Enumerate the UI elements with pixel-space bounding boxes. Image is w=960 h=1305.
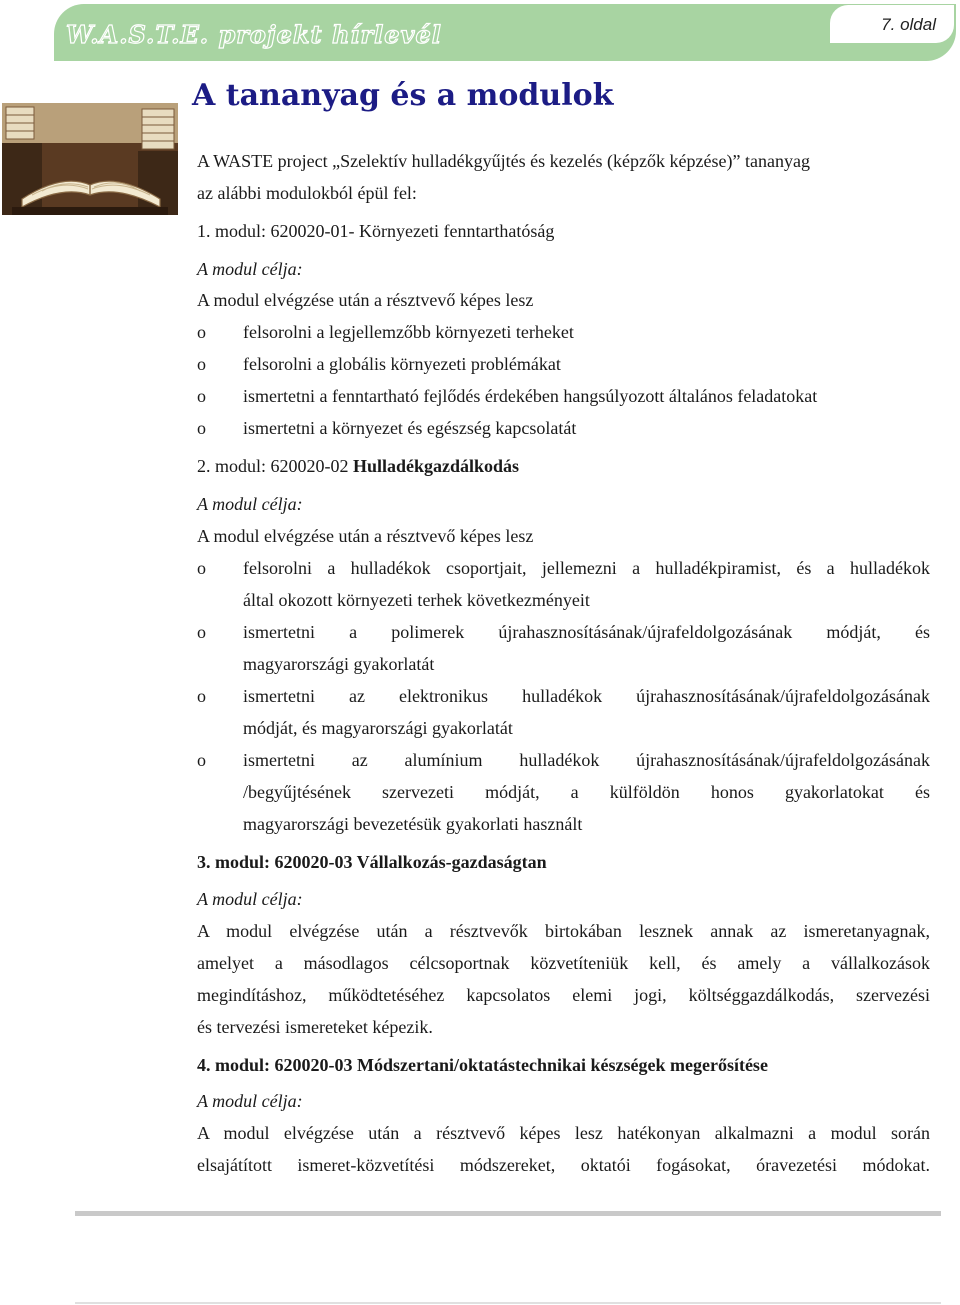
module1-item-4: ismertetni a környezet és egészség kapcsolatát	[243, 418, 577, 438]
module2-item-1-line-2: által okozott környezeti terhek következményeit	[243, 590, 590, 610]
module4-line-1: A modul elvégzése után a résztvevő képes lesz hatékonyan alkalmazni a modul során	[197, 1123, 930, 1143]
module1-heading: 1. modul: 620020-01- Környezeti fenntarthatóság	[197, 221, 555, 241]
module2-item-4-line-1: ismertetni az alumínium hulladékok újrahasznosításának/újrafeldolgozásának	[243, 750, 930, 770]
module4-goal-label: A modul célja:	[197, 1091, 303, 1111]
module3-goal-label: A modul célja:	[197, 889, 303, 909]
bullet-marker: o	[197, 622, 206, 642]
module3-line-2: amelyet a másodlagos célcsoportnak közvetíteniük kell, és amely a vállalkozások	[197, 953, 930, 973]
newsletter-title: W.A.S.T.E. projekt hírlevél	[66, 20, 442, 49]
footer-divider-thin	[75, 1302, 941, 1304]
bullet-marker: o	[197, 354, 206, 374]
intro-line-2: az alábbi modulokból épül fel:	[197, 183, 417, 203]
module1-item-1: felsorolni a legjellemzőbb környezeti terheket	[243, 322, 574, 342]
module3-line-3: megindításhoz, működtetéséhez kapcsolatos elemi jogi, költséggazdálkodás, szervezési	[197, 985, 930, 1005]
footer-divider	[75, 1211, 941, 1216]
bullet-marker: o	[197, 750, 206, 770]
module2-heading	[197, 456, 930, 477]
module3-line-4: és tervezési ismereteket képezik.	[197, 1017, 433, 1037]
module4-heading: 4. modul: 620020-03 Módszertani/oktatástechnikai készségek megerősítése	[197, 1055, 768, 1075]
intro-line-1: A WASTE project „Szelektív hulladékgyűjtés és kezelés (képzők képzése)” tananyag	[197, 151, 810, 171]
module2-item-4-line-3: magyarországi bevezetésük gyakorlati használt	[243, 814, 583, 834]
module2-item-2-line-2: magyarországi gyakorlatát	[243, 654, 435, 674]
open-book-stack-image	[2, 103, 178, 215]
bullet-marker: o	[197, 686, 206, 706]
bullet-marker: o	[197, 418, 206, 438]
module2-goal-label: A modul célja:	[197, 494, 303, 514]
module1-item-2: felsorolni a globális környezeti problémákat	[243, 354, 561, 374]
module1-item-3: ismertetni a fenntartható fejlődés érdekében hangsúlyozott általános feladatokat	[243, 386, 818, 406]
module2-item-4-line-2: /begyűjtésének szervezeti módját, a külföldön honos gyakorlatokat és	[243, 782, 930, 802]
module2-item-2-line-1: ismertetni a polimerek újrahasznosításának/újrafeldolgozásának módját, és	[243, 622, 930, 642]
module2-item-3-line-1: ismertetni az elektronikus hulladékok újrahasznosításának/újrafeldolgozásának	[243, 686, 930, 706]
bullet-marker: o	[197, 386, 206, 406]
module1-goal-label: A modul célja:	[197, 259, 303, 279]
module2-heading-title: Hulladékgazdálkodás	[353, 456, 520, 476]
article-title: A tananyag és a modulok	[192, 78, 614, 113]
module2-heading-number: 2. modul: 620020-02	[197, 456, 353, 476]
bullet-marker: o	[197, 558, 206, 578]
module2-item-1-line-1: felsorolni a hulladékok csoportjait, jellemezni a hulladékpiramist, és a hulladékok	[243, 558, 930, 578]
module2-item-3-line-2: módját, és magyarországi gyakorlatát	[243, 718, 513, 738]
page-number: 7. oldal	[881, 15, 936, 34]
module3-heading: 3. modul: 620020-03 Vállalkozás-gazdaságtan	[197, 852, 547, 872]
module2-lead: A modul elvégzése után a résztvevő képes lesz	[197, 526, 534, 546]
module4-line-2: elsajátított ismeret-közvetítési módszereket, oktatói fogásokat, óravezetési módokat.	[197, 1155, 930, 1175]
module3-line-1: A modul elvégzése után a résztvevők birtokában lesznek annak az ismeretanyagnak,	[197, 921, 930, 941]
page-number-tab	[830, 5, 954, 43]
bullet-marker: o	[197, 322, 206, 342]
module1-lead: A modul elvégzése után a résztvevő képes lesz	[197, 290, 534, 310]
